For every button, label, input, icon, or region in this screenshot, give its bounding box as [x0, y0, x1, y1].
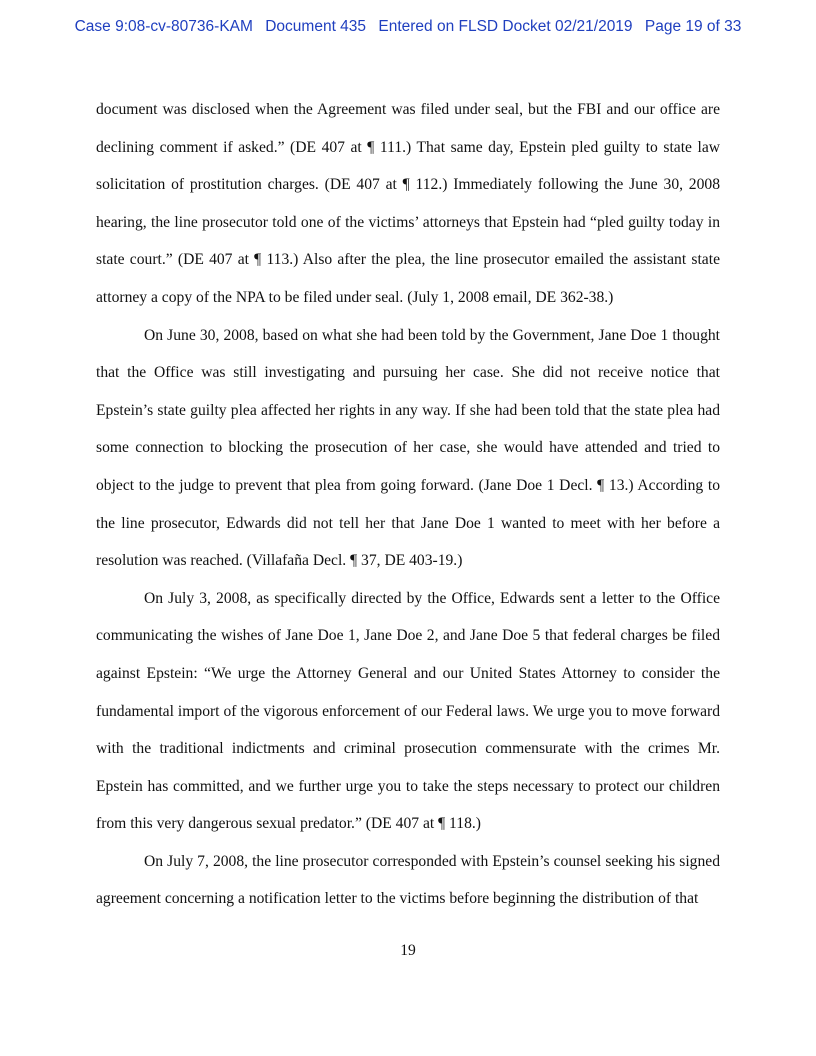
docket-header: [0, 18, 816, 36]
paragraph-july-7: On July 7, 2008, the line prosecutor corresponded with Epstein’s counsel seeking his signed agreement concerning a notification letter to the victims before beginning the distribution of that: [96, 852, 720, 908]
page-number: 19: [400, 942, 416, 959]
body-text: [96, 91, 720, 918]
paragraph-july-3: On July 3, 2008, as specifically directed by the Office, Edwards sent a letter to the Office communicating the wishes of Jane Doe 1, Jane Doe 2, and Jane Doe 5 that federal charges be filed against Epstein: “We urge the Attorney General and our United States Attorney to consider the fundamental import of the vigorous enforcement of our Federal laws. We urge you to move forward with the traditional indictments and criminal prosecution commensurate with the crimes Mr. Epstein has committed, and we further urge you to take the steps necessary to protect our children from this very dangerous sexual predator.” (DE 407 at ¶ 118.): [96, 589, 720, 833]
case-number: Case 9:08-cv-80736-KAM: [74, 18, 253, 35]
paragraph-june-30: On June 30, 2008, based on what she had been told by the Government, Jane Doe 1 thought that the Office was still investigating and pursuing her case. She did not receive notice that Epstein’s state guilty plea affected her rights in any way. If she had been told that the state plea had some connection to blocking the prosecution of her case, she would have attended and tried to object to the judge to prevent that plea from going forward. (Jane Doe 1 Decl. ¶ 13.) According to the line prosecutor, Edwards did not tell her that Jane Doe 1 wanted to meet with her before a resolution was reached. (Villafaña Decl. ¶ 37, DE 403-19.): [96, 326, 720, 570]
paragraph-continued: document was disclosed when the Agreement was filed under seal, but the FBI and our office are declining comment if asked.” (DE 407 at ¶ 111.) That same day, Epstein pled guilty to state law solicitation of prostitution charges. (DE 407 at ¶ 112.) Immediately following the June 30, 2008 hearing, the line prosecutor told one of the victims’ attorneys that Epstein had “pled guilty today in state court.” (DE 407 at ¶ 113.) Also after the plea, the line prosecutor emailed the assistant state attorney a copy of the NPA to be filed under seal. (July 1, 2008 email, DE 362-38.): [96, 101, 720, 306]
document-number: Document 435: [265, 18, 367, 35]
entered-on-docket: Entered on FLSD Docket 02/21/2019: [378, 18, 633, 35]
page-of-total: Page 19 of 33: [644, 18, 742, 35]
